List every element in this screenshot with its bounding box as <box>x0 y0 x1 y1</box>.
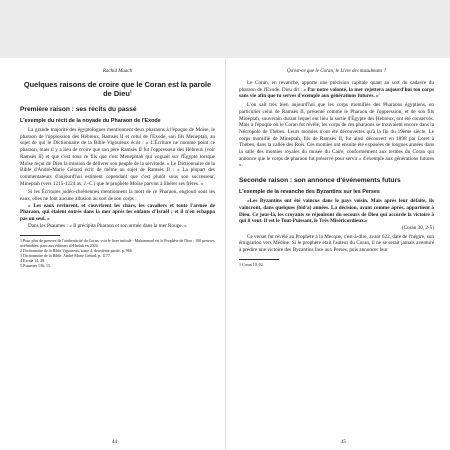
left-page-body <box>20 68 215 438</box>
right-page-number: 45 <box>341 440 346 445</box>
chapter-title-text: Quelques raisons de croire que le Coran est la parole de Dieu <box>23 80 212 98</box>
left-page <box>0 58 225 450</box>
right-paragraph-2: L'on sait très bien aujourd'hui que les corps momifiés des Pharaons égyptiens, en particulier celui de Ramsès II, présenté comme le Pharaon de l'oppression, et de son fils Mineptah, souverain durant lequel eut lieu la sortie d'Égypte des Hébreux, ont été conservés. Mais à l'époque où le Coran fut révélé, les corps de ces pharaons se trouvaient encore dans la Nécropole de Thèbes. Leurs momies n'ont été découvertes qu'à la fin du 19ème siècle. Le corps momifié de Mineptah, fils de Ramsès II, fut ainsi découvert en 1898 par Loret à Thèbes, dans la vallée des Rois. Ces momies ont ensuite été exposées de longues années dans la salle des momies royales du musée du Caire, conformément aux termes du Coran qui annonce que le corps de pharaon fut préservé pour servir « d'exemple aux générations futures ». <box>239 102 434 169</box>
chapter-title-note: 1 <box>129 89 132 94</box>
exodus-quote: « Les eaux revinrent, et couvrirent les chars, les cavaliers et toute l'armée de Pharaon, qui étaient entrés dans la mer après les enfants d'Israël ; et il n'en échappa pas un seul. » <box>20 202 215 223</box>
left-footnote-4: 4 Exode 14, 28. <box>20 257 46 263</box>
left-paragraph-3: Dans les Psaumes : « Il précipita Pharaon et son armée dans la mer Rouge. » <box>28 222 187 229</box>
right-page <box>225 58 450 450</box>
chapter-title <box>20 80 215 98</box>
right-footnote-rule <box>239 259 279 260</box>
quran-quote-1-note: 1 <box>378 91 381 96</box>
right-running-head: Qu'est-ce que le Coran, le Livre des musulmans ? <box>286 69 387 74</box>
left-footnote-3: 3 Dictionnaire de la Bible, André-Marie Gérard, p. 1177. <box>20 252 111 258</box>
left-running-head: Rachid Maach <box>102 69 133 74</box>
left-footnote-5: 5 Psaumes 136, 15. <box>20 262 51 268</box>
subheading-pharaoh: L'exemple du récit de la noyade du Pharaon de l'Exode <box>20 118 161 124</box>
left-footnote-rule <box>20 235 60 236</box>
quran-quote-2: «Les Byzantins ont été vaincus dans le pays voisin. Mais après leur défaite, ils vaincront, dans quelques (bid'a) années. La décision, avant comme après, appartient à Dieu. Ce jour-là, les croyants se réjouiront du secours de Dieu qui accorde la victoire à qui il veut. Il est le Tout-Puissant, le Très Miséricordieux.» <box>239 198 434 225</box>
left-paragraph-2: Si les Écritures judéo-chrétiennes mentionnent la mort de ce Pharaon, englouti sous les eaux, elles ne font aucune allusion au sort de son corps : <box>20 189 215 203</box>
quran-quote-2-ref: (Coran 30, 2-5) <box>401 224 434 231</box>
left-paragraph-1: La grande majorité des égyptologues mentionnent deux pharaons à l'époque de Moïse, le pharaon de l'oppression des Hébreux, Ramsès II et celui de l'Exode, son fils Meneptah, au sujet de qui le Dictionnaire de la Bible Vigoureux écrit : « L'Écriture ne nomme point ce pharaon, mais il y a lieu de croire que son père Ramsès II fut l'oppresseur des Hébreux (voir Ramsès II) et que c'est sous ce fils que c'est Menephtah qui voguait sur l'Égypte lorsque Moïse reçut de Dieu la mission de délivrer son peuple de la servitude. » Le Dictionnaire de la Bible d'André-Marie Gérard écrit de même au sujet de Ramsès II : « La plupart des commentateurs d'aujourd'hui estiment cependant que c'est plutôt sous son successeur, Mineptah (vers 1215-1224 av. J.-C.) que le prophète Moïse parvint à libérer ses frères. » <box>20 127 215 187</box>
left-footnote-2: 2 Dictionnaire de la Bible Vigoureux, tome 4, deuxième partie, p. 966. <box>20 247 133 253</box>
right-paragraph-3: Ce verset fut révélé au Prophète à la Mecque, c'est-à-dire, avant 622, date de l'hégire, son émigration vers Médine. Si le prophète était l'auteur du Coran, il ne se serait jamais aventuré à prédire une victoire des Byzantins face aux Perses, puis annoncer leur <box>239 233 434 254</box>
section-heading-first-reason: Première raison : ses récits du passé <box>20 106 137 113</box>
left-footnote-1: 1 Pour plus de preuves de l'authenticité du Coran, voir le livre intitulé : Muhammad est le Prophète de Dieu : 100 preuves irréfutables, paru aux éditions al-Hadith en 2024. <box>20 237 215 248</box>
right-page-body <box>239 68 434 438</box>
subheading-byzantines: L'exemple de la revanche des Byzantins sur les Perses <box>239 189 380 196</box>
right-footnote-1: 1 Coran 10, 92. <box>239 261 264 267</box>
quran-quote-1: « Par notre volonté, la mer rejettera aujourd'hui ton corps sans vie afin que tu serves d'exemple aux générations futures. » <box>239 86 434 100</box>
right-paragraph-1-text: Le Coran, en revanche, apporte une précision capitale quant au sort du cadavre du pharaon de l'Exode. Dieu dit : <box>239 80 434 93</box>
left-page-number: 44 <box>112 440 117 445</box>
right-paragraph-1 <box>239 80 434 100</box>
section-heading-second-reason: Seconde raison : son annonce d'événements futurs <box>239 177 401 185</box>
